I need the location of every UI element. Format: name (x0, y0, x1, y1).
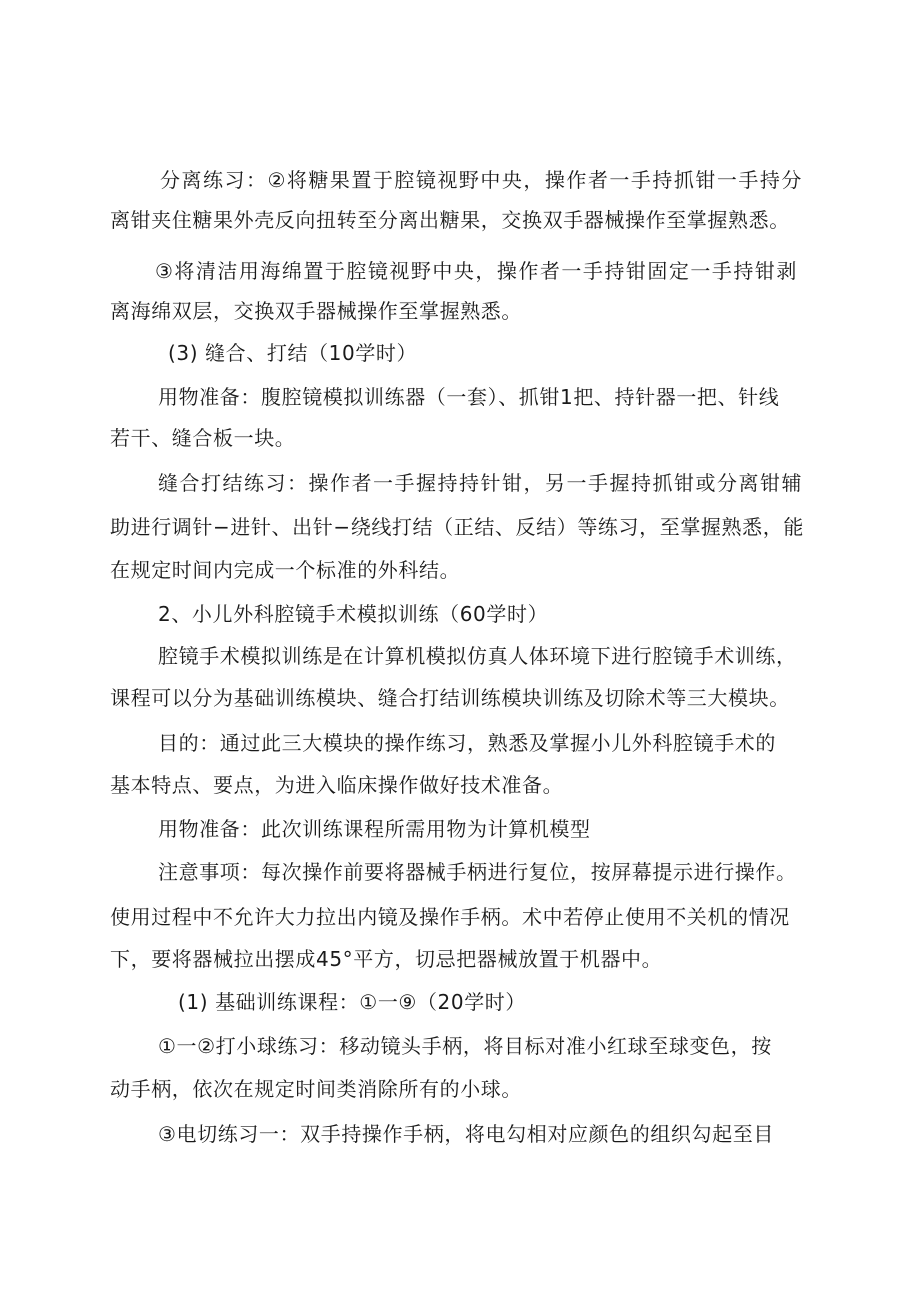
paragraph-line: 离海绵双层，交换双手器械操作至掌握熟悉。 (110, 299, 522, 323)
paragraph-line: 下，要将器械拉出摆成45°平方，切忌把器械放置于机器中。 (110, 947, 663, 971)
paragraph-line: ③将清洁用海绵置于腔镜视野中央，操作者一手持钳固定一手持钳剥 (155, 259, 798, 283)
paragraph-line: 使用过程中不允许大力拉出内镜及操作手柄。术中若停止使用不关机的情况 (110, 905, 790, 929)
paragraph-line: 若干、缝合板一块。 (110, 426, 296, 450)
paragraph-line: 缝合打结练习：操作者一手握持持针钳，另一手握持抓钳或分离钳辅 (158, 471, 803, 495)
paragraph-line: 腔镜手术模拟训练是在计算机模拟仿真人体环境下进行腔镜手术训练， (158, 644, 797, 668)
section-heading: 2、小儿外科腔镜手术模拟训练（60学时） (158, 602, 549, 626)
paragraph-line: 目的：通过此三大模块的操作练习，熟悉及掌握小儿外科腔镜手术的 (158, 731, 776, 755)
paragraph-line: ③电切练习一：双手持操作手柄，将电勾相对应颜色的组织勾起至目 (158, 1122, 774, 1146)
paragraph-line: 用物准备：此次训练课程所需用物为计算机模型 (158, 817, 591, 841)
section-heading: (1) 基础训练课程：①一⑨（20学时） (178, 990, 526, 1014)
section-heading: (3) 缝合、打结（10学时） (168, 341, 418, 365)
paragraph-line: 分离练习：②将糖果置于腔镜视野中央，操作者一手持抓钳一手持分 (160, 168, 803, 192)
paragraph-line: 助进行调针−进针、出针−绕线打结（正结、反结）等练习，至掌握熟悉，能 (110, 515, 804, 539)
paragraph-line: 注意事项：每次操作前要将器械手柄进行复位，按屏幕提示进行操作。 (158, 860, 797, 884)
paragraph-line: 动手柄，依次在规定时间类消除所有的小球。 (110, 1077, 522, 1101)
paragraph-line: 基本特点、要点，为进入临床操作做好技术准备。 (110, 773, 564, 797)
paragraph-line: ①一②打小球练习：移动镜头手柄，将目标对准小红球至球变色，按 (158, 1034, 772, 1058)
paragraph-line: 用物准备：腹腔镜模拟训练器（一套）、抓钳1把、持针器一把、针线 (158, 385, 780, 409)
paragraph-line: 课程可以分为基础训练模块、缝合打结训练模块训练及切除术等三大模块。 (110, 686, 790, 710)
paragraph-line: 离钳夹住糖果外壳反向扭转至分离出糖果，交换双手器械操作至掌握熟悉。 (110, 208, 790, 232)
paragraph-line: 在规定时间内完成一个标准的外科结。 (110, 558, 461, 582)
